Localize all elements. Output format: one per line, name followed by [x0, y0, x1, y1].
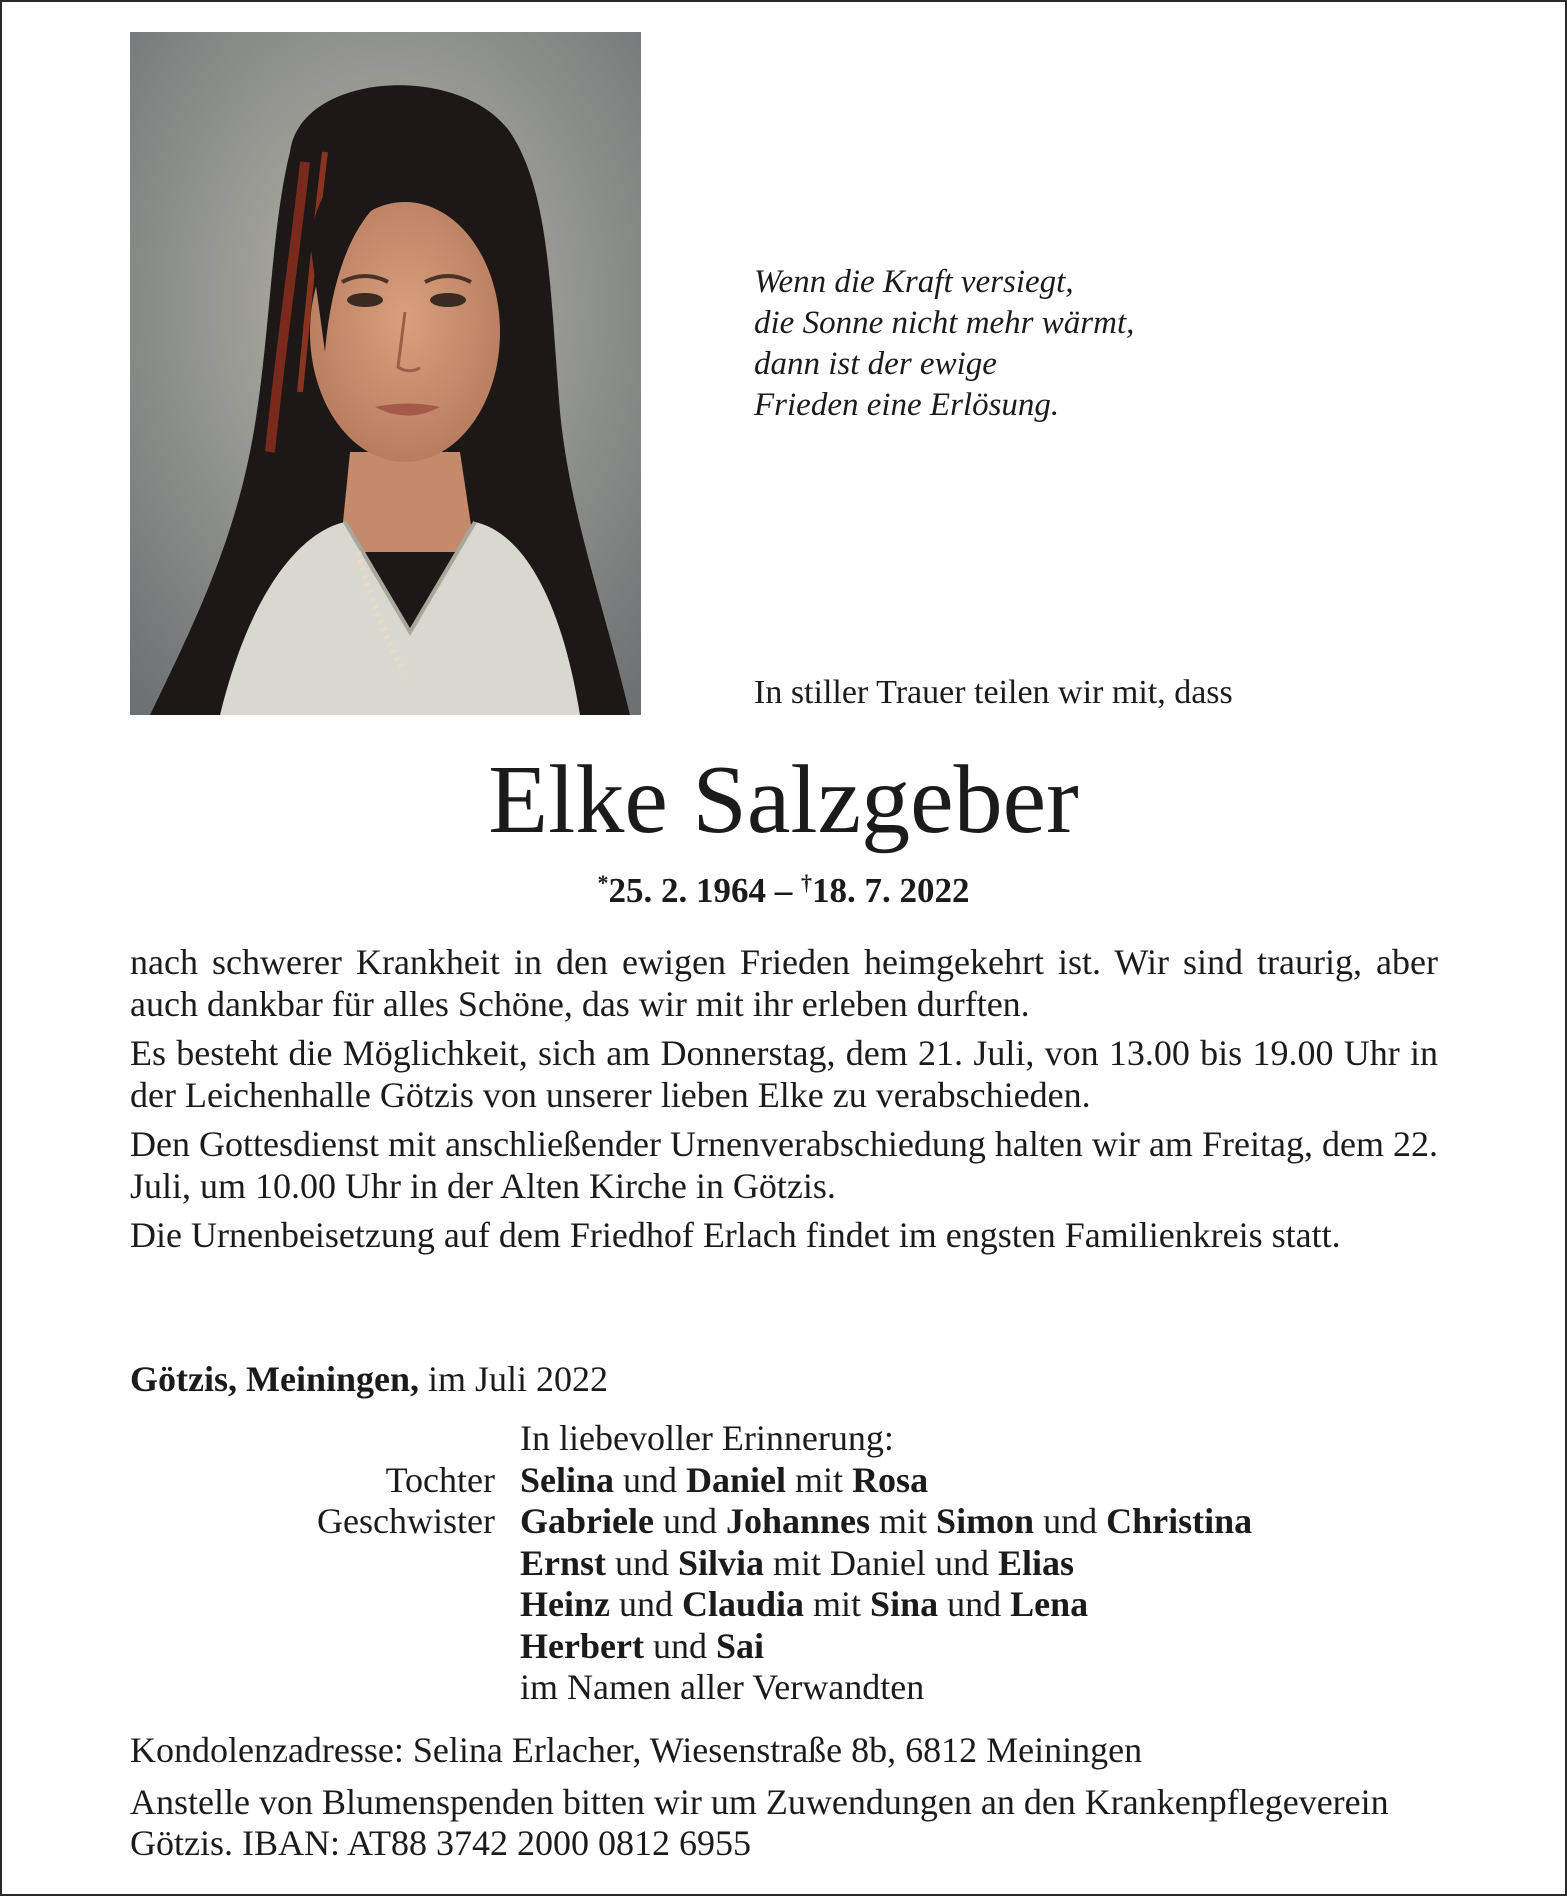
- quote-line: Wenn die Kraft versiegt,: [754, 264, 1074, 300]
- relation-label: Tochter: [385, 1459, 495, 1500]
- birth-date: 25. 2. 1964: [608, 871, 766, 910]
- family-closing: im Namen aller Verwandten: [520, 1667, 925, 1707]
- intro-text: In stiller Trauer teilen wir mit, dass: [754, 674, 1233, 711]
- body-paragraph: Es besteht die Möglichkeit, sich am Donnerstag, dem 21. Juli, von 13.00 bis 19.00 Uhr in der Leichenhalle Götzis von unserer lieben Elke zu verabschieden.: [130, 1033, 1438, 1115]
- relatives-names: Ernst und Silvia mit Daniel und Elias: [520, 1542, 1075, 1583]
- family-closing-row: [130, 1667, 1252, 1709]
- place-and-date: [130, 1358, 608, 1400]
- family-row-geschwister: [130, 1501, 1252, 1543]
- donation-note: Anstelle von Blumenspenden bitten wir um Zuwendungen an den Krankenpflegeverein Götzis. IBAN: AT88 3742 2000 0812 6955: [130, 1781, 1389, 1863]
- quote-line: die Sonne nicht mehr wärmt,: [754, 305, 1135, 341]
- relatives-names: Gabriele und Johannes mit Simon und Christina: [520, 1501, 1253, 1541]
- place-date: im Juli 2022: [418, 1359, 609, 1399]
- body-paragraph: nach schwerer Krankheit in den ewigen Frieden heimgekehrt ist. Wir sind traurig, aber auch dankbar für alles Schöne, das wir mit ihr erleben durften.: [130, 942, 1438, 1024]
- family-heading: In liebevoller Erinnerung:: [520, 1418, 894, 1458]
- footer-notes: [130, 1730, 1438, 1875]
- body-paragraph: Den Gottesdienst mit anschließender Urnenverabschiedung halten wir am Freitag, dem 22. Juli, um 10.00 Uhr in der Alten Kirche in Götzis.: [130, 1124, 1438, 1206]
- relatives-names: Selina und Daniel mit Rosa: [520, 1459, 929, 1500]
- family-row: [130, 1584, 1252, 1626]
- deceased-name: Elke Salzgeber: [488, 746, 1079, 854]
- family-row: [130, 1626, 1252, 1668]
- memorial-quote: [754, 262, 1134, 426]
- family-heading-row: [130, 1418, 1252, 1460]
- quote-line: Frieden eine Erlösung.: [754, 387, 1060, 423]
- life-dates: [0, 870, 1567, 911]
- family-list: [130, 1418, 1252, 1709]
- death-symbol: †: [801, 870, 812, 895]
- place-towns: Götzis, Meiningen,: [130, 1359, 419, 1399]
- date-separator: –: [774, 871, 793, 910]
- relation-label: Geschwister: [317, 1501, 495, 1541]
- family-row: [130, 1543, 1252, 1585]
- announcement-body: [130, 942, 1438, 1265]
- relatives-names: Heinz und Claudia mit Sina und Lena: [520, 1584, 1089, 1624]
- portrait-photo: [130, 32, 641, 715]
- condolence-address: Kondolenzadresse: Selina Erlacher, Wiesenstraße 8b, 6812 Meiningen: [130, 1730, 1143, 1770]
- body-paragraph: Die Urnenbeisetzung auf dem Friedhof Erlach findet im engsten Familienkreis statt.: [130, 1215, 1341, 1255]
- death-date: 18. 7. 2022: [812, 871, 970, 910]
- family-row-tochter: [130, 1460, 1252, 1502]
- birth-symbol: *: [597, 870, 609, 895]
- relatives-names: Herbert und Sai: [520, 1625, 764, 1666]
- quote-line: dann ist der ewige: [754, 346, 997, 382]
